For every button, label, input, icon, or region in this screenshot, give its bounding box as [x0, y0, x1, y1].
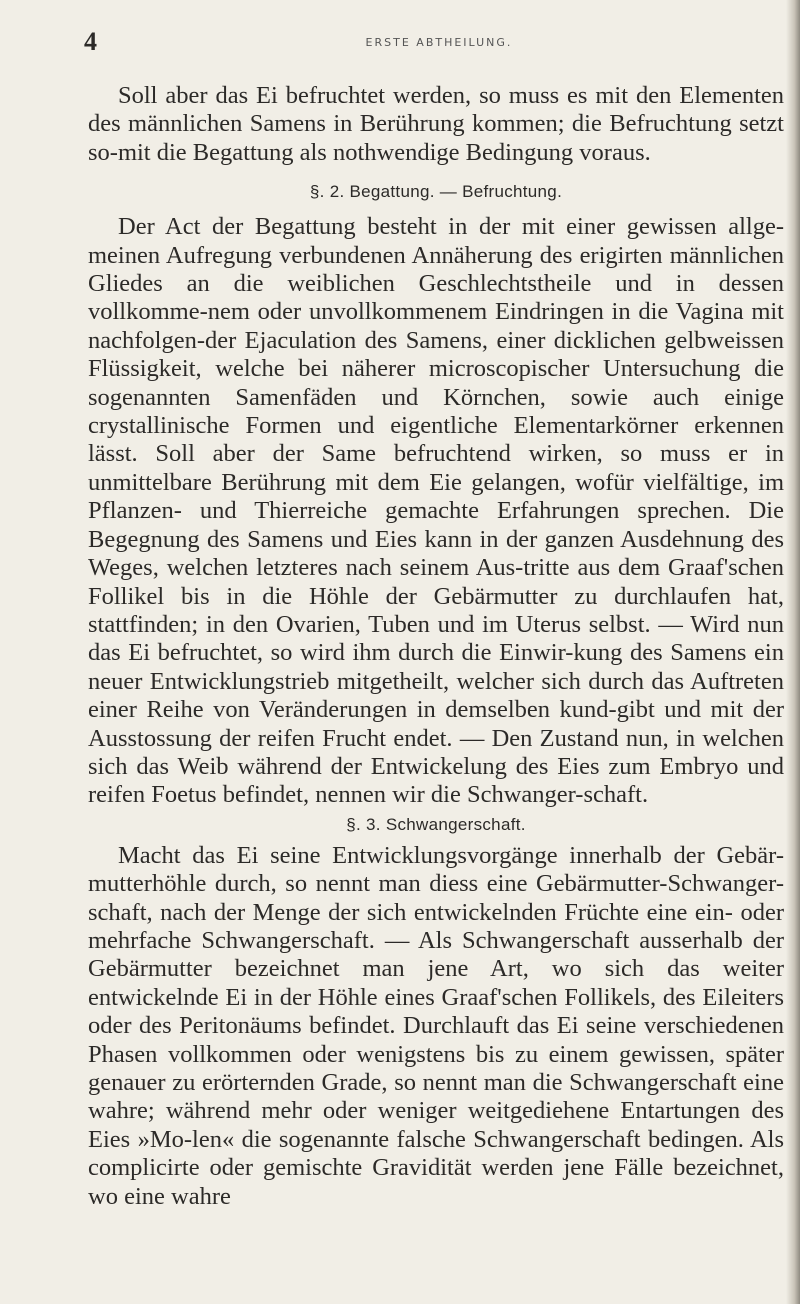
section-3-heading: §. 3. Schwangerschaft.	[346, 814, 526, 834]
page-header	[84, 27, 794, 56]
page-edge-shadow	[786, 0, 800, 1304]
page-number: 4	[84, 27, 97, 56]
section-2-heading: §. 2. Begattung. — Befruchtung.	[309, 182, 563, 202]
section-3-paragraph: Macht das Ei seine Entwicklungsvorgänge innerhalb der Gebär-mutterhöhle durch, so nennt man diess eine Gebärmutter-Schwanger-schaft, nach der Menge der sich entwickelnden Früchte eine ein- oder mehrfache Schwangerschaft. — Als Schwangerschaft ausserhalb der Gebärmutter bezeichnet man jene Art, wo sich das weiter entwickelnde Ei in der Höhle eines Graaf'schen Follikels, des Eileiters oder des Peritonäums befindet. Durchlauft das Ei seine verschiedenen Phasen vollkommen oder wenigstens bis zu einem gewissen, später genauer zu erörternden Grade, so nennt man die Schwangerschaft eine wahre; während mehr oder weniger weitgediehene Entartungen des Eies »Mo-len« die sogenannte falsche Schwangerschaft bedingen. Als complicirte oder gemischte Gravidität werden jene Fälle bezeichnet, wo eine wahre	[88, 841, 784, 1210]
section-2-paragraph: Der Act der Begattung besteht in der mit einer gewissen allge-meinen Aufregung verbundenen Annäherung des erigirten männlichen Gliedes an die weiblichen Geschlechtstheile und in dessen vollkomme-nem oder unvollkommenem Eindringen in die Vagina mit nachfolgen-der Ejaculation des Samens, einer dicklichen gelbweissen Flüssigkeit, welche bei näherer microscopischer Untersuchung die sogenannten Samenfäden und Körnchen, sowie auch einige crystallinische Formen und eigentliche Elementarkörner erkennen lässt. Soll aber der Same befruchtend wirken, so muss er in unmittelbare Berührung mit dem Eie gelangen, wofür vielfältige, im Pflanzen- und Thierreiche gemachte Erfahrungen sprechen. Die Begegnung des Samens und Eies kann in der ganzen Ausdehnung des Weges, welchen letzteres nach seinem Aus-tritte aus dem Graaf'schen Follikel bis in die Höhle der Gebärmutter zu durchlaufen hat, stattfinden; in den Ovarien, Tuben und im Uterus selbst. — Wird nun das Ei befruchtet, so wird ihm durch die Einwir-kung des Samens ein neuer Entwicklungstrieb mitgetheilt, welcher sich durch das Auftreten einer Reihe von Veränderungen in demselben kund-gibt und mit der Ausstossung der reifen Frucht endet. — Den Zustand nun, in welchen sich das Weib während der Entwickelung des Eies zum Embryo und reifen Foetus befindet, nennen wir die Schwanger-schaft.	[88, 213, 784, 809]
body-text	[88, 82, 784, 1211]
running-title: ERSTE ABTHEILUNG.	[365, 36, 513, 49]
intro-paragraph: Soll aber das Ei befruchtet werden, so muss es mit den Elementen des männlichen Samens in Berührung kommen; die Befruchtung setzt so-mit die Begattung als nothwendige Bedingung voraus.	[88, 82, 784, 166]
